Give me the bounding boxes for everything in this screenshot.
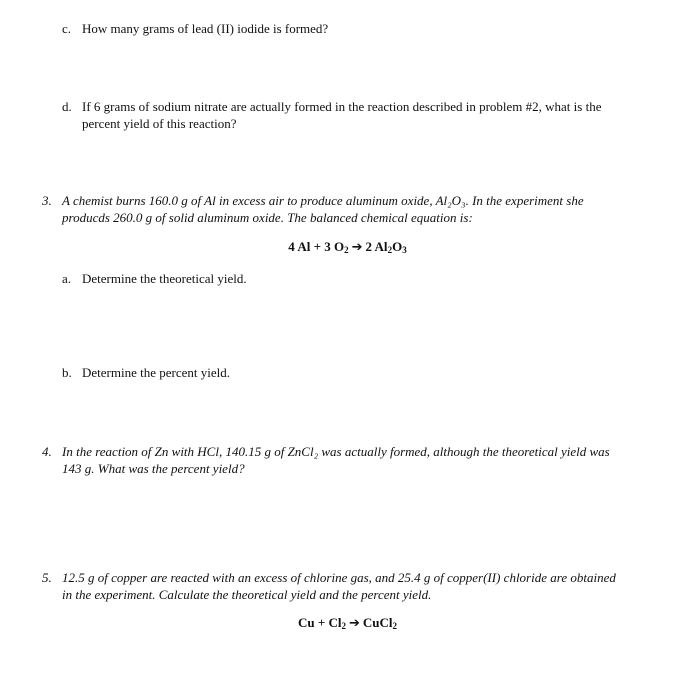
q3-eq-right-o: O [392, 239, 403, 254]
q5-line2: in the experiment. Calculate the theoretical yield and the percent yield. [62, 587, 432, 602]
q3a-label: a. [62, 271, 72, 286]
q3-eq-al-sub: 2 [387, 245, 393, 255]
q3-eq-o2-sub: 2 [344, 245, 349, 255]
arrow-icon: ➔ [351, 240, 363, 255]
q5-eq-cl2-sub: 2 [341, 621, 346, 631]
q5-eq-cucl2-sub: 2 [392, 621, 398, 631]
q3-eq-o3-sub: 3 [402, 245, 407, 255]
q2d-line2: percent yield of this reaction? [82, 116, 237, 131]
q5-number: 5. [42, 570, 52, 585]
q3-eq-left: 4 Al + 3 O [288, 239, 345, 254]
q3b-text: Determine the percent yield. [82, 365, 230, 380]
q4-number: 4. [42, 444, 52, 459]
q2c-text: How many grams of lead (II) iodide is formed? [82, 21, 329, 36]
q2c-label: c. [62, 21, 72, 36]
q3-line1: A chemist burns 160.0 g of Al in excess air to produce aluminum oxide, Al₂O₃. In the experiment she [62, 193, 584, 208]
q5-eq-cu: Cu + Cl [297, 615, 342, 630]
q3-equation [0, 238, 695, 256]
q4-line2: 143 g. What was the percent yield? [62, 461, 245, 476]
q4-line1: In the reaction of Zn with HCl, 140.15 g of ZnCl₂ was actually formed, although the theoretical yield was [62, 444, 610, 459]
q5-line1: 12.5 g of copper are reacted with an excess of chlorine gas, and 25.4 g of copper(II) chloride are obtained [62, 570, 616, 585]
q3-eq-right-prefix: 2 Al [365, 239, 388, 254]
q2d-label: d. [62, 99, 72, 114]
arrow-icon: ➔ [349, 616, 360, 631]
q3a-text: Determine the theoretical yield. [82, 271, 247, 286]
q3-number: 3. [42, 193, 52, 208]
q3-line2: producds 260.0 g of solid aluminum oxide. The balanced chemical equation is: [62, 210, 473, 225]
q2d-line1: If 6 grams of sodium nitrate are actually formed in the reaction described in problem #2, what is the [82, 99, 602, 114]
q5-eq-product: CuCl [362, 615, 393, 630]
q5-equation [0, 614, 695, 632]
q3b-label: b. [62, 365, 72, 380]
